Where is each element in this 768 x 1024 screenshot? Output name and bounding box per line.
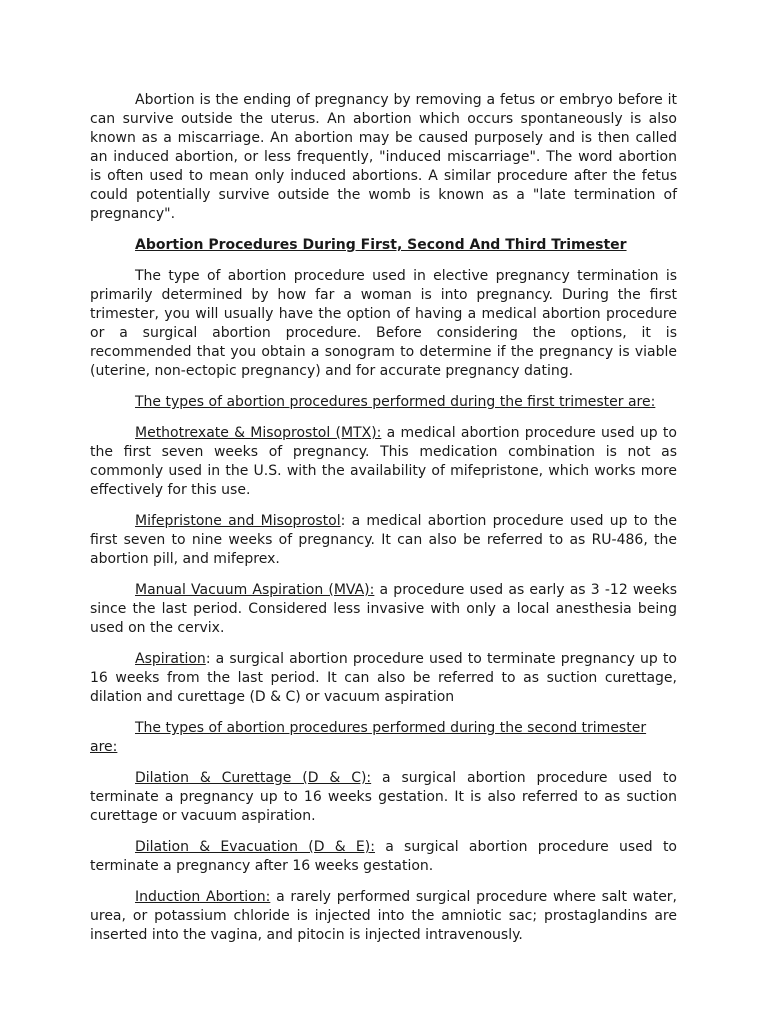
procedure-description: a medical abortion procedure used up to the first seven weeks of pregnancy. This medication combination is not as commonly used in the U.S. with the availability of mifepristone, which works more effectively for this use. [90, 425, 677, 498]
procedure-description: : a medical abortion procedure used up to the first seven to nine weeks of pregnancy. It can also be referred to as RU-486, the abortion pill, and mifeprex. [90, 513, 678, 567]
procedure-description: a rarely performed surgical procedure where salt water, urea, or potassium chloride is injected into the amniotic sac; prostaglandins are inserted into the vagina, and pitocin is injected intravenously. [90, 889, 678, 943]
overview-paragraph: The type of abortion procedure used in elective pregnancy termination is primarily determined by how far a woman is into pregnancy. During the first trimester, you will usually have the option of having a medical abortion procedure or a surgical abortion procedure. Before considering the options, it is recommended that you obtain a sonogram to determine if the pregnancy is viable (uterine, non-ectopic pregnancy) and for accurate pregnancy dating. [90, 268, 677, 379]
section-heading: Abortion Procedures During First, Second And Third Trimester [135, 237, 627, 253]
procedure-item-mtx [90, 424, 677, 500]
procedure-description: a procedure used as early as 3 -12 weeks since the last period. Considered less invasive with only a local anesthesia being used on the cervix. [90, 582, 677, 636]
procedure-description: : a surgical abortion procedure used to terminate pregnancy up to 16 weeks from the last period. It can also be referred to as suction curettage, dilation and curettage (D & C) or vacuum aspiration [90, 651, 677, 705]
procedure-term: Aspiration [135, 651, 206, 667]
procedure-description: a surgical abortion procedure used to terminate a pregnancy up to 16 weeks gestation. It is also referred to as suction curettage or vacuum aspiration. [90, 770, 677, 824]
document-page [90, 91, 677, 957]
procedure-item-mva [90, 581, 677, 638]
procedure-item-induction [90, 888, 677, 945]
procedure-term: Mifepristone and Misoprostol [135, 513, 341, 529]
procedure-item-dc [90, 769, 677, 826]
procedure-description: a surgical abortion procedure used to terminate a pregnancy after 16 weeks gestation. [90, 839, 677, 874]
procedure-item-de [90, 838, 677, 876]
procedure-term: Dilation & Evacuation (D & E): [135, 839, 375, 855]
procedure-term: Dilation & Curettage (D & C): [135, 770, 372, 786]
first-trimester-heading: The types of abortion procedures performed during the first trimester are: [135, 394, 656, 410]
procedure-term: Manual Vacuum Aspiration (MVA): [135, 582, 375, 598]
intro-paragraph: Abortion is the ending of pregnancy by removing a fetus or embryo before it can survive outside the uterus. An abortion which occurs spontaneously is also known as a miscarriage. An abortion may be caused purposely and is then called an induced abortion, or less frequently, "induced miscarriage". The word abortion is often used to mean only induced abortions. A similar procedure after the fetus could potentially survive outside the womb is known as a "late termination of pregnancy". [90, 92, 677, 222]
procedure-item-aspiration [90, 650, 677, 707]
procedure-term: Induction Abortion: [135, 889, 271, 905]
procedure-term: Methotrexate & Misoprostol (MTX): [135, 425, 382, 441]
second-trimester-heading: The types of abortion procedures performed during the second trimester are: [90, 720, 647, 755]
procedure-item-mifepristone [90, 512, 677, 569]
